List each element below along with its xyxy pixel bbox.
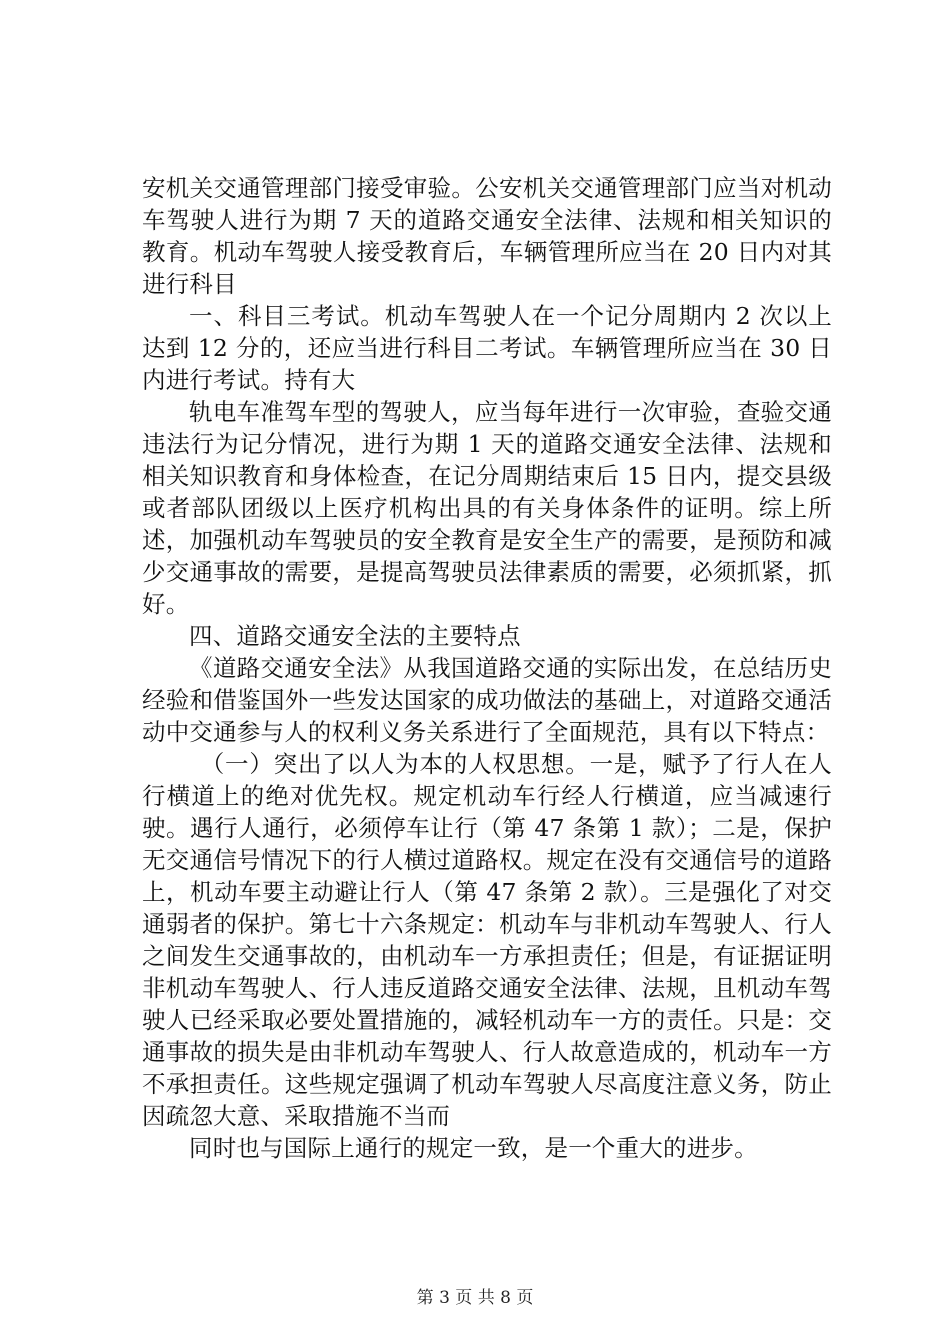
document-body — [142, 172, 832, 1164]
paragraph-law-overview: 《道路交通安全法》从我国道路交通的实际出发，在总结历史经验和借鉴国外一些发达国家的成功做法的基础上，对道路交通活动中交通参与人的权利义务关系进行了全面规范，具有以下特点： — [142, 654, 832, 746]
paragraph-subject-three-exam: 一、科目三考试。机动车驾驶人在一个记分周期内 2 次以上达到 12 分的，还应当进行科目二考试。车辆管理所应当在 30 日内进行考试。持有大 — [142, 302, 832, 394]
section-heading-main-features: 四、道路交通安全法的主要特点 — [189, 622, 521, 650]
paragraph-human-rights-feature: （一）突出了以人为本的人权思想。一是，赋予了行人在人行横道上的绝对优先权。规定机动车行经人行横道，应当减速行驶。遇行人通行，必须停车让行（第 47 条第 1 款）；二是，保护无交通信号情况下的行人横过道路权。规定在没有交通信号的道路上，机动车要主动避让行人（第 47 条第 2 款）。三是强化了对交通弱者的保护。第七十六条规定：机动车与非机动车驾驶人、行人之间发生交通事故的，由机动车一方承担责任；但是，有证据证明非机动车驾驶人、行人违反道路交通安全法律、法规，且机动车驾驶人已经采取必要处置措施的，减轻机动车一方的责任。只是：交通事故的损失是由非机动车驾驶人、行人故意造成的，机动车一方不承担责任。这些规定强调了机动车驾驶人尽高度注意义务，防止因疏忽大意、采取措施不当而 — [142, 750, 832, 1130]
paragraph-continuation-review: 安机关交通管理部门接受审验。公安机关交通管理部门应当对机动车驾驶人进行为期 7 天的道路交通安全法律、法规和相关知识的教育。机动车驾驶人接受教育后，车辆管理所应当在 20 日内对其进行科目 — [142, 174, 832, 298]
paragraph-tram-driver-review: 轨电车准驾车型的驾驶人，应当每年进行一次审验，查验交通违法行为记分情况，进行为期 1 天的道路交通安全法律、法规和相关知识教育和身体检查，在记分周期结束后 15 日内，提交县级或者部队团级以上医疗机构出具的有关身体条件的证明。综上所述，加强机动车驾驶员的安全教育是安全生产的需要，是预防和减少交通事故的需要，是提高驾驶员法律素质的需要，必须抓紧，抓好。 — [142, 398, 832, 618]
page-number-footer: 第 3 页 共 8 页 — [416, 1288, 534, 1308]
paragraph-international-consistency: 同时也与国际上通行的规定一致，是一个重大的进步。 — [189, 1134, 758, 1162]
